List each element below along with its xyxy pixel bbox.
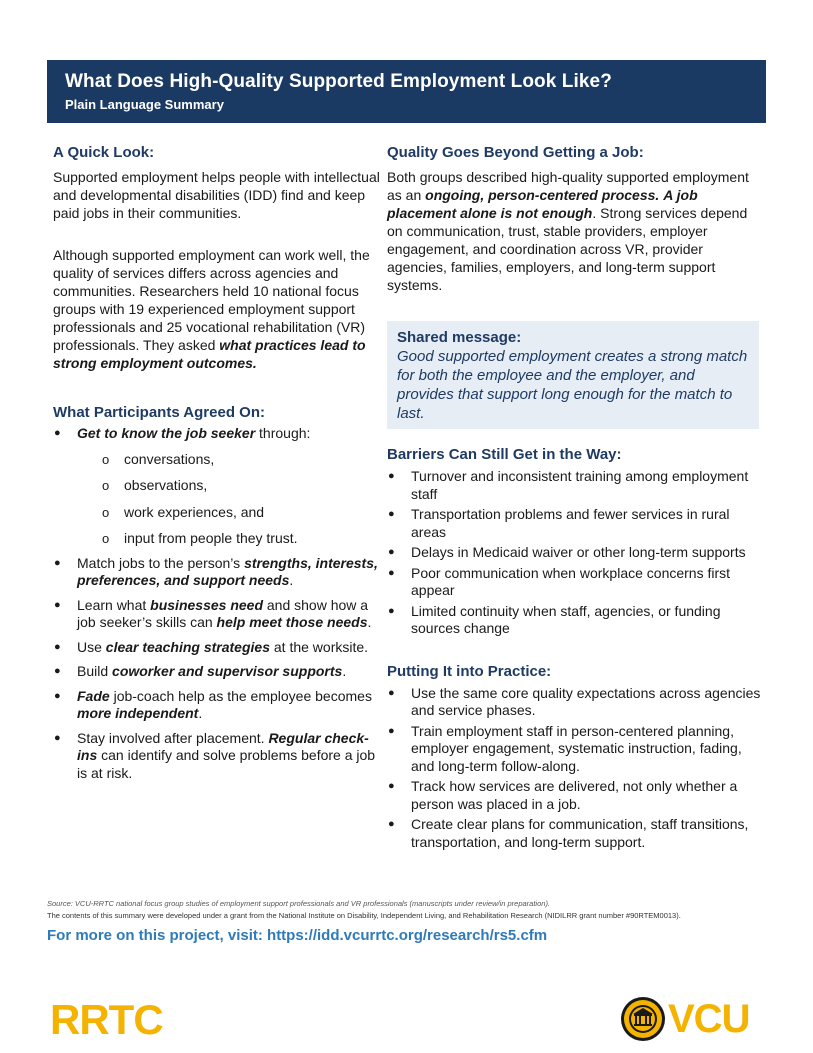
- list-item: ● Fade job-coach help as the employee becomes more independent.: [53, 688, 380, 723]
- quick-look-intro: Supported employment helps people with intellectual and developmental disabilities (IDD) find and keep paid jobs in their communities.: [53, 169, 380, 221]
- quick-look-body: Although supported employment can work well, the quality of services differs across agencies and communities. Researchers held 10 national focus groups with 19 experienced employment support professionals and 25 vocational rehabilitation (VR) professionals. They asked what practices lead to strong employment outcomes.: [53, 247, 370, 371]
- sub-list-item: o conversations,: [101, 451, 380, 469]
- practice-list: [387, 685, 762, 852]
- quick-look-heading: A Quick Look:: [53, 144, 155, 161]
- rrtc-logo: RRTC: [50, 996, 163, 1043]
- list-item: ● Train employment staff in person-centered planning, employer engagement, systematic instruction, fading, and long-term follow-along.: [387, 723, 762, 776]
- vcu-logo: [620, 995, 749, 1043]
- agreed-list: [53, 425, 380, 782]
- shared-message-text: Good supported employment creates a strong match for both the employee and the employer, and provides that support long enough for the match to last.: [397, 348, 748, 422]
- agreed-heading: What Participants Agreed On:: [53, 404, 265, 421]
- shared-message-heading: Shared message:: [397, 329, 522, 346]
- sub-list: [101, 451, 380, 548]
- sub-list-item: o work experiences, and: [101, 504, 380, 522]
- list-item: ● Build coworker and supervisor supports.: [53, 663, 380, 681]
- sub-list-item: o input from people they trust.: [101, 530, 380, 548]
- quality-heading: Quality Goes Beyond Getting a Job:: [387, 144, 644, 161]
- shared-message-box: [387, 321, 759, 429]
- page-title: What Does High-Quality Supported Employment Look Like?: [65, 71, 612, 92]
- list-item: ● Transportation problems and fewer services in rural areas: [387, 506, 762, 541]
- project-link[interactable]: For more on this project, visit: https://idd.vcurrtc.org/research/rs5.cfm: [47, 926, 548, 944]
- list-item: ● Get to know the job seeker through: o conversations, o observations, o work experiences, and o input from people they trust.: [53, 425, 380, 548]
- list-item: ● Learn what businesses need and show how a job seeker’s skills can help meet those needs.: [53, 597, 380, 632]
- title-banner: [47, 60, 766, 123]
- barriers-heading: Barriers Can Still Get in the Way:: [387, 446, 622, 463]
- vcu-wordmark: VCU: [668, 997, 750, 1041]
- list-item: ● Create clear plans for communication, staff transitions, transportation, and long-term support.: [387, 816, 762, 851]
- list-item: ● Use clear teaching strategies at the worksite.: [53, 639, 380, 657]
- list-item: ● Limited continuity when staff, agencies, or funding sources change: [387, 603, 762, 638]
- list-item: ● Track how services are delivered, not only whether a person was placed in a job.: [387, 778, 762, 813]
- list-item: ● Poor communication when workplace concerns first appear: [387, 565, 762, 600]
- left-column: [53, 144, 380, 782]
- sub-list-item: o observations,: [101, 477, 380, 495]
- right-column: [387, 144, 762, 851]
- source-note: Source: VCU-RRTC national focus group studies of employment support professionals and VR professionals (manuscripts under review/in preparation).: [47, 899, 551, 908]
- list-item: ● Turnover and inconsistent training among employment staff: [387, 468, 762, 503]
- footer: [47, 899, 767, 945]
- list-item: ● Use the same core quality expectations across agencies and service phases.: [387, 685, 762, 720]
- list-item: ● Match jobs to the person’s strengths, interests, preferences, and support needs.: [53, 555, 380, 590]
- vcu-seal-icon: [620, 996, 666, 1042]
- practice-heading: Putting It into Practice:: [387, 662, 552, 680]
- page-subtitle: Plain Language Summary: [65, 97, 224, 112]
- barriers-list: [387, 468, 762, 638]
- quality-body: Both groups described high-quality supported employment as an ongoing, person-centered process. A job placement alone is not enough. Strong services depend on communication, trust, stable providers, employer engagement, and coordination across VR, provider agencies, families, employers, and long-term support systems.: [387, 169, 749, 293]
- list-item: ● Stay involved after placement. Regular check-ins can identify and solve problems before a job is at risk.: [53, 730, 380, 783]
- grant-note: The contents of this summary were developed under a grant from the National Institute on Disability, Independent Living, and Rehabilitation Research (NIDILRR grant number #90RTEM0013).: [47, 911, 681, 920]
- list-item: ● Delays in Medicaid waiver or other long-term supports: [387, 544, 762, 562]
